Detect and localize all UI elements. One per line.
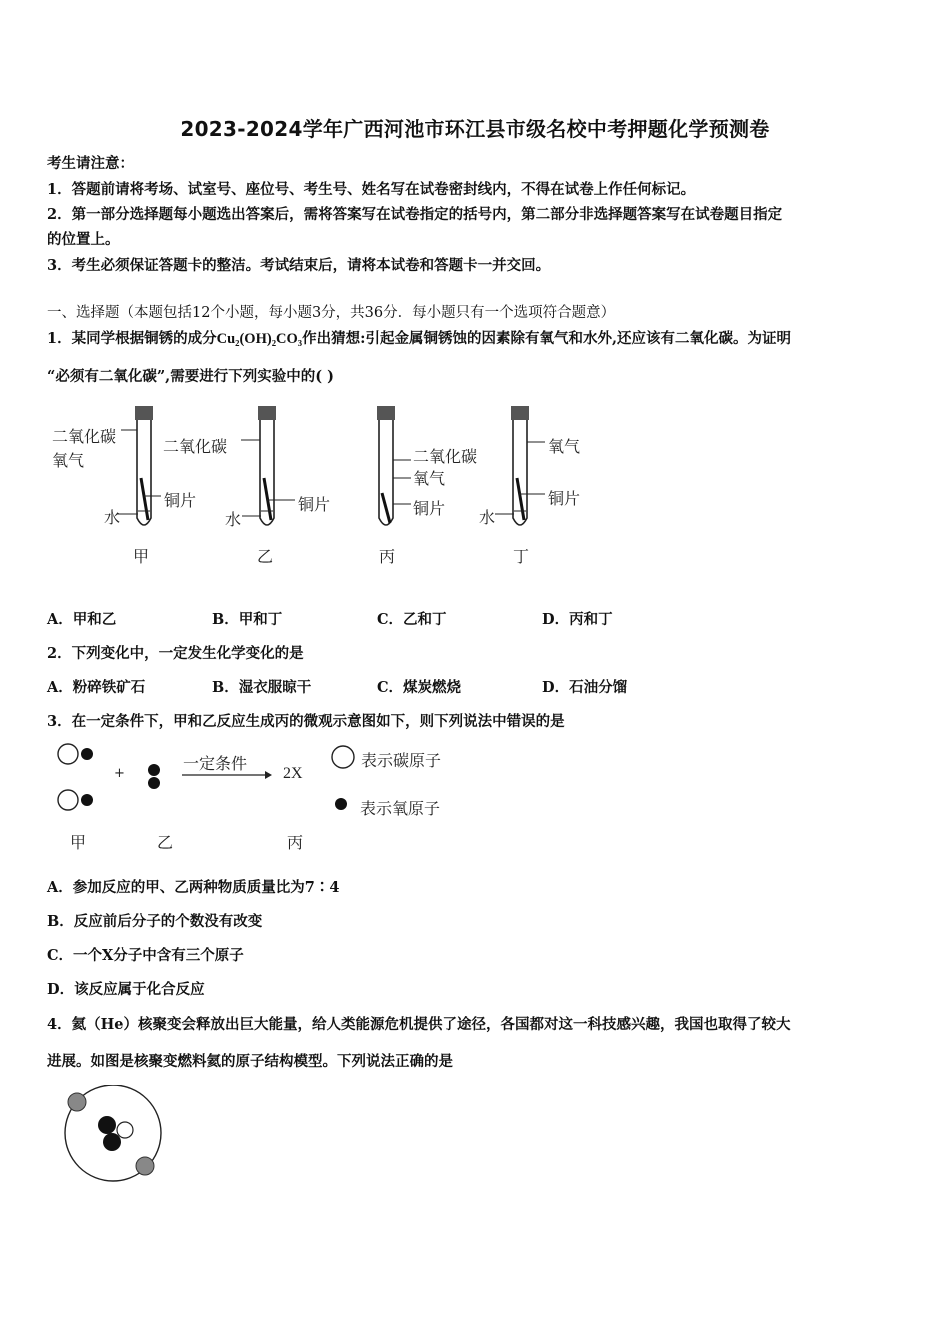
label-cu: 铜片 [548,489,581,508]
molecule-o2 [148,764,160,789]
arrow-head-icon [265,771,272,779]
legend-oxygen: 表示氧原子 [360,799,441,818]
label-yi: 乙 [157,833,174,852]
molecule-co [58,744,93,764]
reaction-product: 2X [283,765,303,782]
label-o2: 氧气 [548,437,581,456]
q1-stem-pre: 1．某同学根据铜锈的成分 [47,330,217,347]
tube-bing [377,406,411,525]
tube-label-ding: 丁 [513,547,530,566]
proton [98,1116,116,1134]
q1-option-a[interactable]: A．甲和乙 [47,611,117,628]
q2-stem: 2．下列变化中，一定发生化学变化的是 [47,645,304,662]
q4-stem-line2: 进展。如图是核聚变燃料氦的原子结构模型。下列说法正确的是 [47,1053,453,1070]
q2-option-b[interactable]: B．湿衣服晾干 [212,679,312,696]
tube-body [137,420,151,525]
oxygen-atom [81,748,93,760]
tube-label-jia: 甲 [133,547,150,566]
notice-item: 1．答题前请将考场、试室号、座位号、考生号、姓名写在试卷密封线内，不得在试卷上作任何标记。 [47,181,696,198]
q1-option-b[interactable]: B．甲和丁 [212,611,283,628]
plus-sign: + [114,766,125,781]
copper-strip [141,478,148,520]
legend-oxygen-icon [335,798,347,810]
notice-heading: 考生请注意： [47,155,134,172]
section-heading: 一、选择题（本题包括12个小题，每小题3分，共36分．每小题只有一个选项符合题意） [47,305,616,321]
label-o2: 氧气 [52,451,85,470]
q2-option-c[interactable]: C．煤炭燃烧 [377,679,462,696]
carbon-atom [58,744,78,764]
label-water: 水 [225,510,242,529]
q1-stem-post: 作出猜想:引起金属铜锈蚀的因素除有氧气和水外,还应该有二氧化碳。为证明 [302,330,792,347]
reaction-condition: 一定条件 [183,754,248,773]
q3-option-b[interactable]: B．反应前后分子的个数没有改变 [47,913,263,930]
notice-item: 2．第一部分选择题每小题选出答案后，需将答案写在试卷指定的括号内，第二部分非选择题答案写在试卷题目指定 [47,206,783,223]
q3-stem: 3．在一定条件下，甲和乙反应生成丙的微观示意图如下，则下列说法中错误的是 [47,713,565,730]
label-cu: 铜片 [413,499,446,518]
proton [103,1133,121,1151]
q2-option-d[interactable]: D．石油分馏 [542,679,628,696]
tube-label-yi: 乙 [257,547,274,566]
label-bing: 丙 [287,833,304,852]
legend-carbon-icon [332,746,354,768]
molecule-co [58,790,93,810]
q3-option-d[interactable]: D．该反应属于化合反应 [47,981,205,998]
label-cu: 铜片 [298,495,331,514]
q3-option-c[interactable]: C．一个X分子中含有三个原子 [47,947,244,964]
q1-stem-line1 [47,327,791,348]
q1-stem-line2: “必须有二氧化碳”,需要进行下列实验中的( ) [47,368,334,385]
q4-stem-line1: 4．氦（He）核聚变会释放出巨大能量，给人类能源危机提供了途径，各国都对这一科技感兴趣，我国也取得了较大 [47,1016,791,1033]
electron [68,1093,86,1111]
neutron [117,1122,133,1138]
tube-yi [241,406,295,525]
stopper [135,406,153,420]
q1-formula: Cu₂(OH)₂CO₃ [216,331,303,347]
tube-ding [495,406,545,525]
q2-option-a[interactable]: A．粉碎铁矿石 [47,679,146,696]
label-jia: 甲 [70,833,87,852]
q3-option-a[interactable]: A．参加反应的甲、乙两种物质质量比为7∶4 [47,879,340,896]
label-co2: 二氧化碳 [163,437,228,456]
notice-item: 的位置上。 [47,231,120,248]
q1-option-c[interactable]: C．乙和丁 [377,611,447,628]
electron [136,1157,154,1175]
notice-item: 3．考生必须保证答题卡的整洁。考试结束后，请将本试卷和答题卡一并交回。 [47,257,551,274]
tube-jia [117,406,161,525]
helium-atom-model [55,1085,175,1185]
legend-carbon: 表示碳原子 [361,751,442,770]
label-co2: 二氧化碳 [413,447,478,466]
tube-label-bing: 丙 [379,547,396,566]
page-title: 2023-2024学年广西河池市环江县市级名校中考押题化学预测卷 [180,117,770,141]
label-water: 水 [104,508,121,527]
label-co2: 二氧化碳 [52,427,117,446]
label-water: 水 [479,508,496,527]
label-o2: 氧气 [413,469,446,488]
q1-option-d[interactable]: D．丙和丁 [542,611,613,628]
label-cu: 铜片 [164,491,197,510]
